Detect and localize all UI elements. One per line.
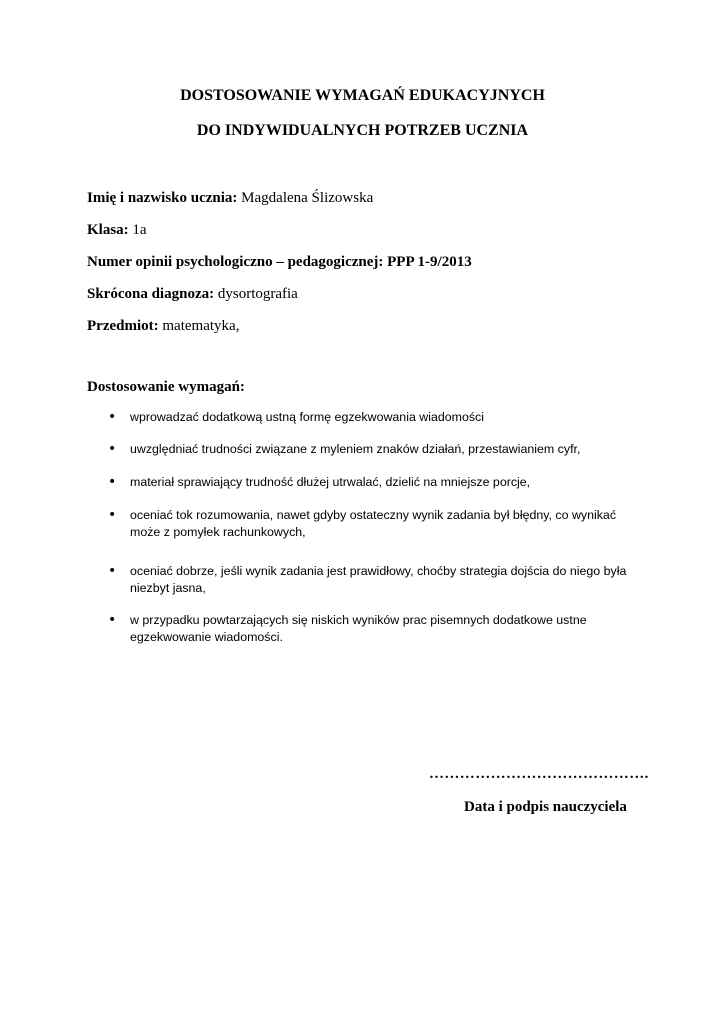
signature-label: Data i podpis nauczyciela	[464, 799, 627, 815]
subject-label: Przedmiot:	[87, 318, 159, 334]
student-name-label: Imię i nazwisko ucznia:	[87, 190, 238, 206]
diagnosis-label: Skrócona diagnoza:	[87, 286, 215, 302]
opinion-number-field	[87, 254, 472, 271]
document-title-line-1: DOSTOSOWANIE WYMAGAŃ EDUKACYJNYCH	[180, 87, 545, 104]
diagnosis-value: dysortografia	[217, 286, 298, 302]
diagnosis-field	[87, 286, 298, 303]
opinion-number-label: Numer opinii psychologiczno – pedagogicznej:	[87, 254, 384, 270]
class-label: Klasa:	[87, 222, 129, 238]
requirements-heading: Dostosowanie wymagań:	[87, 379, 245, 395]
requirement-item: • materiał sprawiający trudność dłużej utrwalać, dzielić na mniejsze porcje,	[108, 474, 638, 491]
subject-value: matematyka,	[162, 318, 240, 334]
class-field	[87, 222, 147, 239]
opinion-number-value: PPP 1-9/2013	[387, 254, 472, 270]
subject-field	[87, 318, 239, 335]
document-title-line-2: DO INDYWIDUALNYCH POTRZEB UCZNIA	[196, 122, 529, 139]
signature-line: …………………………………….	[429, 766, 649, 782]
student-name-value: Magdalena Ślizowska	[241, 190, 374, 206]
requirement-item: • uwzględniać trudności związane z myleniem znaków działań, przestawianiem cyfr,	[108, 441, 638, 458]
requirements-list	[108, 404, 638, 646]
requirement-item: • oceniać dobrze, jeśli wynik zadania jest prawidłowy, choćby strategia dojścia do niego była niezbyt jasna,	[108, 563, 638, 597]
student-name-field	[87, 190, 373, 207]
class-value: 1a	[132, 222, 147, 238]
requirement-item: • wprowadzać dodatkową ustną formę egzekwowania wiadomości	[108, 409, 638, 426]
requirement-item: • w przypadku powtarzających się niskich wyników prac pisemnych dodatkowe ustne egzekwowanie wiadomości.	[108, 612, 638, 646]
requirement-item: • oceniać tok rozumowania, nawet gdyby ostateczny wynik zadania był błędny, co wynikać może z pomyłek rachunkowych,	[108, 507, 638, 541]
